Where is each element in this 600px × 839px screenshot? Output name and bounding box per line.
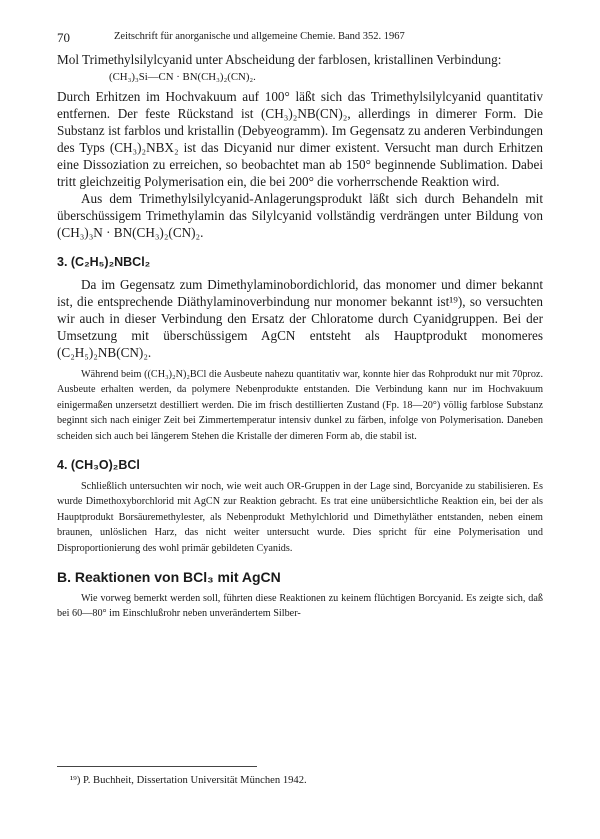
page-number: 70 [57, 30, 70, 45]
section-b [57, 569, 543, 622]
paragraph-trimethylamine: Aus dem Trimethylsilylcyanid-Anlagerungsprodukt läßt sich durch Behandeln mit überschüssigem Trimethylamin das Silylcyanid vollständig verdrängen unter Bildung von (CH₃)₃N · BN(CH₃)₂(CN)₂. [57, 191, 543, 240]
formula-adduct: (CH₃)₃Si—CN · BN(CH₃)₂(CN)₂. [109, 71, 256, 83]
section-3-small-print: Während beim ((CH₃)₂N)₂BCl die Ausbeute nahezu quantitativ war, konnte hier das Rohprodukt nur mit 70proz. Ausbeute erhalten werden, da polymere Nebenprodukte entstanden. Die Verbindung kann nur im Hochvakuum einigermaßen unzersetzt destilliert werden. Die im frisch destillierten Zustand (Fp. 18—20°) völlig farblose Substanz beginnt sich nach einiger Zeit bei Zimmertemperatur intensiv dunkel zu färben, infolge von Polymerisation. Daneben scheiden sich auch bei längerem Stehen die Kristalle der dimeren Form ab, die stabil ist. [57, 369, 543, 442]
main-text [57, 51, 543, 622]
section-4-small-print: Schließlich untersuchten wir noch, wie weit auch OR-Gruppen in der Lage sind, Borcyanide zu stabilisieren. Es wurde Dimethoxyborchlorid mit AgCN zur Reaktion gebracht. Es trat eine unübersichtliche Reaktion ein, bei der als Hauptprodukt Borsäuremethylester, als Nebenprodukt Methylchlorid und Dimethyläther entstanden, neben einem braunen, unlöslichen Harz, das nicht weiter untersucht wurde. Dies spricht für eine Polymerisation und Disproportionierung des wohl primär gebildeten Cyanids. [57, 481, 543, 554]
section-3 [57, 254, 543, 444]
section-4 [57, 457, 543, 556]
section-3-paragraph: Da im Gegensatz zum Dimethylaminobordichlorid, das monomer und dimer bekannt ist, die entsprechende Diäthylaminoverbindung nur monomer bekannt ist¹⁹), so versuchten wir auch in dieser Verbindung den Ersatz der Chloratome durch Cyanidgruppen. Bei der Umsetzung mit überschüssigem AgCN entsteht als Hauptprodukt monomeres (C₂H₅)₂NB(CN)₂. [57, 277, 543, 360]
section-b-heading: B. Reaktionen von BCl₃ mit AgCN [57, 569, 281, 586]
footnote-19: ¹⁹) P. Buchheit, Dissertation Universität München 1942. [70, 775, 307, 786]
paragraph-heating: Durch Erhitzen im Hochvakuum auf 100° läßt sich das Trimethylsilylcyanid quantitativ entfernen. Der feste Rückstand ist (CH₃)₂NB(CN)₂, allerdings in dimerer Form. Die Substanz ist farblos und kristallin (Debyeogramm). Im Gegensatz zu anderen Verbindungen des Typs (CH₃)₂NBX₂ ist das Dicyanid nur dimer existent. Versucht man durch Erhitzen eine Dissoziation zu erreichen, so beobachtet man ab 150° beginnende Sublimation. Dabei tritt gleichzeitig Polymerisation ein, die bei 200° die vorherrschende Reaktion wird. [57, 89, 543, 189]
journal-title: Zeitschrift für anorganische und allgemeine Chemie. Band 352. 1967 [114, 31, 405, 42]
section-3-heading: 3. (C₂H₅)₂NBCl₂ [57, 255, 151, 269]
paragraph-continuation: Mol Trimethylsilylcyanid unter Abscheidung der farblosen, kristallinen Verbindung: [57, 52, 502, 67]
section-4-heading: 4. (CH₃O)₂BCl [57, 458, 140, 473]
footnote-divider [57, 766, 257, 767]
section-b-small-print: Wie vorweg bemerkt werden soll, führten diese Reaktionen zu keinem flüchtigen Borcyanid. Es zeigte sich, daß bei 60—80° im Einschlußrohr neben unverändertem Silber- [57, 593, 543, 620]
